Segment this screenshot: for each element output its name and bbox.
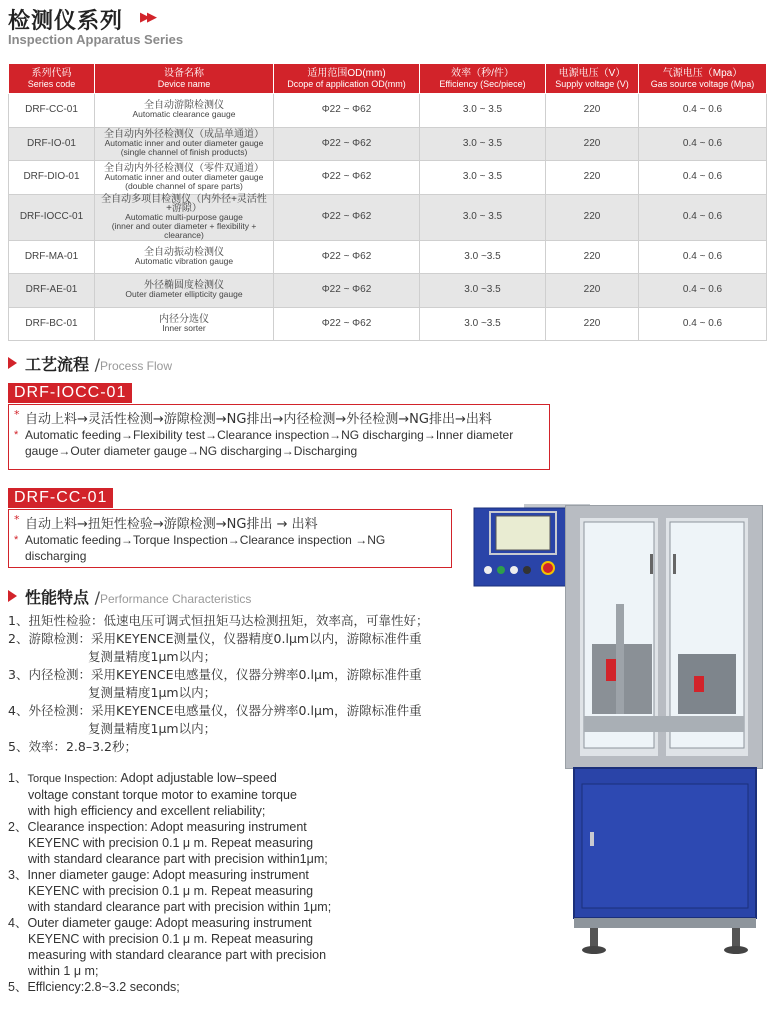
list-item: 2、游隙检测：采用KEYENCE测量仪，仪器精度0.lμm以内，游隙标准件重 bbox=[8, 631, 422, 646]
supply-voltage: 220 bbox=[546, 307, 639, 341]
list-item: 1、扭矩性检验：低速电压可调式恒扭矩马达检测扭矩，效率高，可靠性好； bbox=[8, 613, 429, 628]
device-name: 外径椭圆度检测仪 Outer diameter ellipticity gauge bbox=[95, 274, 274, 308]
gas-voltage: 0.4 ~ 0.6 bbox=[639, 94, 767, 128]
gas-voltage: 0.4 ~ 0.6 bbox=[639, 194, 767, 240]
list-item-cont: within 1 μ m; bbox=[28, 964, 99, 978]
list-item: 2、Clearance inspection: Adopt measuring instrument bbox=[8, 820, 307, 834]
machine-foot bbox=[582, 946, 606, 954]
od-range: Φ22 ~ Φ62 bbox=[274, 127, 420, 161]
series-code: DRF-IOCC-01 bbox=[9, 194, 95, 240]
glass-door bbox=[670, 522, 744, 748]
flow-step-cn: * 自动上料→扭矩性检验→游隙检测→NG排出 → 出料 bbox=[14, 513, 318, 532]
efficiency: 3.0 ~ 3.5 bbox=[420, 194, 546, 240]
supply-voltage: 220 bbox=[546, 274, 639, 308]
gas-voltage: 0.4 ~ 0.6 bbox=[639, 274, 767, 308]
od-range: Φ22 ~ Φ62 bbox=[274, 240, 420, 274]
list-item-cont: 复测量精度1μm以内； bbox=[88, 649, 217, 664]
list-item-cont: with standard clearance part with precision within 1μm; bbox=[28, 900, 332, 914]
series-code: DRF-DIO-01 bbox=[9, 161, 95, 195]
device-name: 全自动内外径检测仪（成品单通道） Automatic inner and outer diameter gauge (single channel of finish products) bbox=[95, 127, 274, 161]
list-item: 1、Torque Inspection: Adopt adjustable low–speed bbox=[8, 771, 277, 785]
performance-list-cn bbox=[8, 612, 478, 756]
performance-section-heading bbox=[8, 585, 251, 608]
process-title-en: Process Flow bbox=[99, 359, 173, 373]
od-range: Φ22 ~ Φ62 bbox=[274, 194, 420, 240]
bullet-star-icon: * bbox=[14, 408, 20, 421]
cabinet-door bbox=[582, 784, 748, 908]
emergency-stop-button bbox=[542, 562, 554, 574]
device-name: 全自动多项目检测仪（内外径+灵活性+游隙） Automatic multi-purpose gauge (inner and outer diameter + flexibility + clearance) bbox=[95, 194, 274, 240]
conveyor bbox=[616, 604, 624, 714]
device-name: 全自动内外径检测仪（零件双通道） Automatic inner and outer diameter gauge (double channel of spare parts) bbox=[95, 161, 274, 195]
frame-rail bbox=[566, 756, 762, 768]
title-arrow-icon: ▶▶ bbox=[140, 10, 154, 25]
efficiency: 3.0 ~ 3.5 bbox=[420, 94, 546, 128]
page-title-en: Inspection Apparatus Series bbox=[8, 32, 184, 47]
sensor-module bbox=[694, 676, 704, 692]
col-header: 适用范围OD(mm) Dcope of application OD(mm) bbox=[274, 64, 420, 94]
table-row bbox=[9, 240, 767, 274]
performance-list-en bbox=[8, 770, 468, 995]
series-code: DRF-IO-01 bbox=[9, 127, 95, 161]
series-code: DRF-AE-01 bbox=[9, 274, 95, 308]
efficiency: 3.0 ~ 3.5 bbox=[420, 127, 546, 161]
list-item: 4、外径检测：采用KEYENCE电感量仪，仪器分辨率0.lμm，游隙标准件重 bbox=[8, 703, 422, 718]
process-flow-box bbox=[8, 509, 452, 568]
list-item: 4、Outer diameter gauge: Adopt measuring instrument bbox=[8, 916, 312, 930]
list-item-cont: KEYENC with precision 0.1 μ m. Repeat measuring bbox=[28, 932, 314, 946]
efficiency: 3.0 ~3.5 bbox=[420, 240, 546, 274]
page-title-cn: 检测仪系列 bbox=[8, 9, 124, 34]
process-title-slash: / bbox=[94, 355, 100, 374]
performance-title-cn: 性能特点 bbox=[25, 588, 90, 607]
supply-voltage: 220 bbox=[546, 240, 639, 274]
mechanism bbox=[678, 654, 736, 714]
gas-voltage: 0.4 ~ 0.6 bbox=[639, 240, 767, 274]
list-item-cont: KEYENC with precision 0.1 μ m. Repeat measuring bbox=[28, 836, 314, 850]
list-item: 3、内径检测：采用KEYENCE电感量仪，仪器分辨率0.lμm，游隙标准件重 bbox=[8, 667, 422, 682]
device-name: 全自动游隙检测仪 Automatic clearance gauge bbox=[95, 94, 274, 128]
supply-voltage: 220 bbox=[546, 161, 639, 195]
list-item: 5、效率：2.8–3.2秒； bbox=[8, 739, 137, 754]
flow-step-cn: * 自动上料→灵活性检测→游隙检测→NG排出→内径检测→外径检测→NG排出→出料 bbox=[14, 408, 492, 427]
process-section-heading bbox=[8, 352, 172, 375]
door-handle bbox=[673, 554, 676, 574]
door-handle bbox=[650, 554, 653, 574]
spec-table bbox=[8, 63, 767, 341]
list-item: 5、Efflciency:2.8~3.2 seconds; bbox=[8, 980, 180, 994]
panel-button bbox=[523, 566, 531, 574]
list-item-cont: 复测量精度1μm以内； bbox=[88, 685, 217, 700]
flow-tag: DRF-IOCC-01 bbox=[8, 383, 132, 403]
panel-button bbox=[484, 566, 492, 574]
frame-pillar bbox=[748, 506, 762, 768]
supply-voltage: 220 bbox=[546, 94, 639, 128]
list-item-cont: 复测量精度1μm以内； bbox=[88, 721, 217, 736]
section-marker-icon bbox=[8, 590, 17, 602]
frame-pillar bbox=[566, 506, 580, 768]
flow-step-en: * Automatic feeding→Torque Inspection→Clearance inspection →NG discharging bbox=[14, 533, 386, 563]
section-marker-icon bbox=[8, 357, 17, 369]
gas-voltage: 0.4 ~ 0.6 bbox=[639, 307, 767, 341]
table-row bbox=[9, 307, 767, 341]
supply-voltage: 220 bbox=[546, 127, 639, 161]
series-code: DRF-BC-01 bbox=[9, 307, 95, 341]
gas-voltage: 0.4 ~ 0.6 bbox=[639, 127, 767, 161]
machine-foot bbox=[732, 928, 740, 948]
gas-voltage: 0.4 ~ 0.6 bbox=[639, 161, 767, 195]
bullet-star-icon: * bbox=[14, 513, 20, 526]
series-code: DRF-CC-01 bbox=[9, 94, 95, 128]
cabinet-base bbox=[574, 918, 756, 928]
list-item-cont: measuring with standard clearance part with precision bbox=[28, 948, 327, 962]
panel-button bbox=[510, 566, 518, 574]
flow-step-en: * Automatic feeding→Flexibility test→Clearance inspection→NG discharging→Inner diameter gauge→Outer diameter gauge→NG discharging→Discharging bbox=[14, 428, 514, 458]
performance-title-slash: / bbox=[94, 588, 100, 607]
supply-voltage: 220 bbox=[546, 194, 639, 240]
process-flow-box bbox=[8, 404, 550, 470]
od-range: Φ22 ~ Φ62 bbox=[274, 307, 420, 341]
bullet-star-icon: * bbox=[14, 534, 19, 546]
series-code: DRF-MA-01 bbox=[9, 240, 95, 274]
bullet-star-icon: * bbox=[14, 429, 19, 441]
table-header-row bbox=[9, 64, 767, 94]
table-row bbox=[9, 94, 767, 128]
col-header: 电源电压（V） Supply voltage (V) bbox=[546, 64, 639, 94]
panel-button bbox=[497, 566, 505, 574]
list-item-cont: KEYENC with precision 0.1 μ m. Repeat measuring bbox=[28, 884, 314, 898]
od-range: Φ22 ~ Φ62 bbox=[274, 274, 420, 308]
col-header: 效率（秒/件） Efficiency (Sec/piece) bbox=[420, 64, 546, 94]
table-row bbox=[9, 127, 767, 161]
machine-foot bbox=[724, 946, 748, 954]
touch-screen bbox=[496, 516, 550, 550]
list-item-cont: with standard clearance part with precision within1μm; bbox=[28, 852, 328, 866]
machine-illustration bbox=[466, 494, 776, 1010]
efficiency: 3.0 ~3.5 bbox=[420, 307, 546, 341]
od-range: Φ22 ~ Φ62 bbox=[274, 161, 420, 195]
frame-rail bbox=[566, 506, 762, 518]
list-item: 3、Inner diameter gauge: Adopt measuring instrument bbox=[8, 868, 309, 882]
device-name: 内径分选仪 Inner sorter bbox=[95, 307, 274, 341]
efficiency: 3.0 ~3.5 bbox=[420, 274, 546, 308]
table-row bbox=[9, 274, 767, 308]
base-plate bbox=[584, 716, 744, 732]
table-row bbox=[9, 194, 767, 240]
device-name: 全自动振动检测仪 Automatic vibration gauge bbox=[95, 240, 274, 274]
cabinet-lock bbox=[590, 832, 594, 846]
od-range: Φ22 ~ Φ62 bbox=[274, 94, 420, 128]
col-header: 设备名称 Device name bbox=[95, 64, 274, 94]
table-row bbox=[9, 161, 767, 195]
flow-tag: DRF-CC-01 bbox=[8, 488, 113, 508]
process-title-cn: 工艺流程 bbox=[25, 355, 90, 374]
machine-foot bbox=[590, 928, 598, 948]
col-header: 系列代码 Series code bbox=[9, 64, 95, 94]
list-item-cont: voltage constant torque motor to examine torque bbox=[28, 788, 297, 802]
efficiency: 3.0 ~ 3.5 bbox=[420, 161, 546, 195]
performance-title-en: Performance Characteristics bbox=[99, 592, 252, 606]
list-item-cont: with high efficiency and excellent reliability; bbox=[28, 804, 266, 818]
col-header: 气源电压（Mpa） Gas source voltage (Mpa) bbox=[639, 64, 767, 94]
